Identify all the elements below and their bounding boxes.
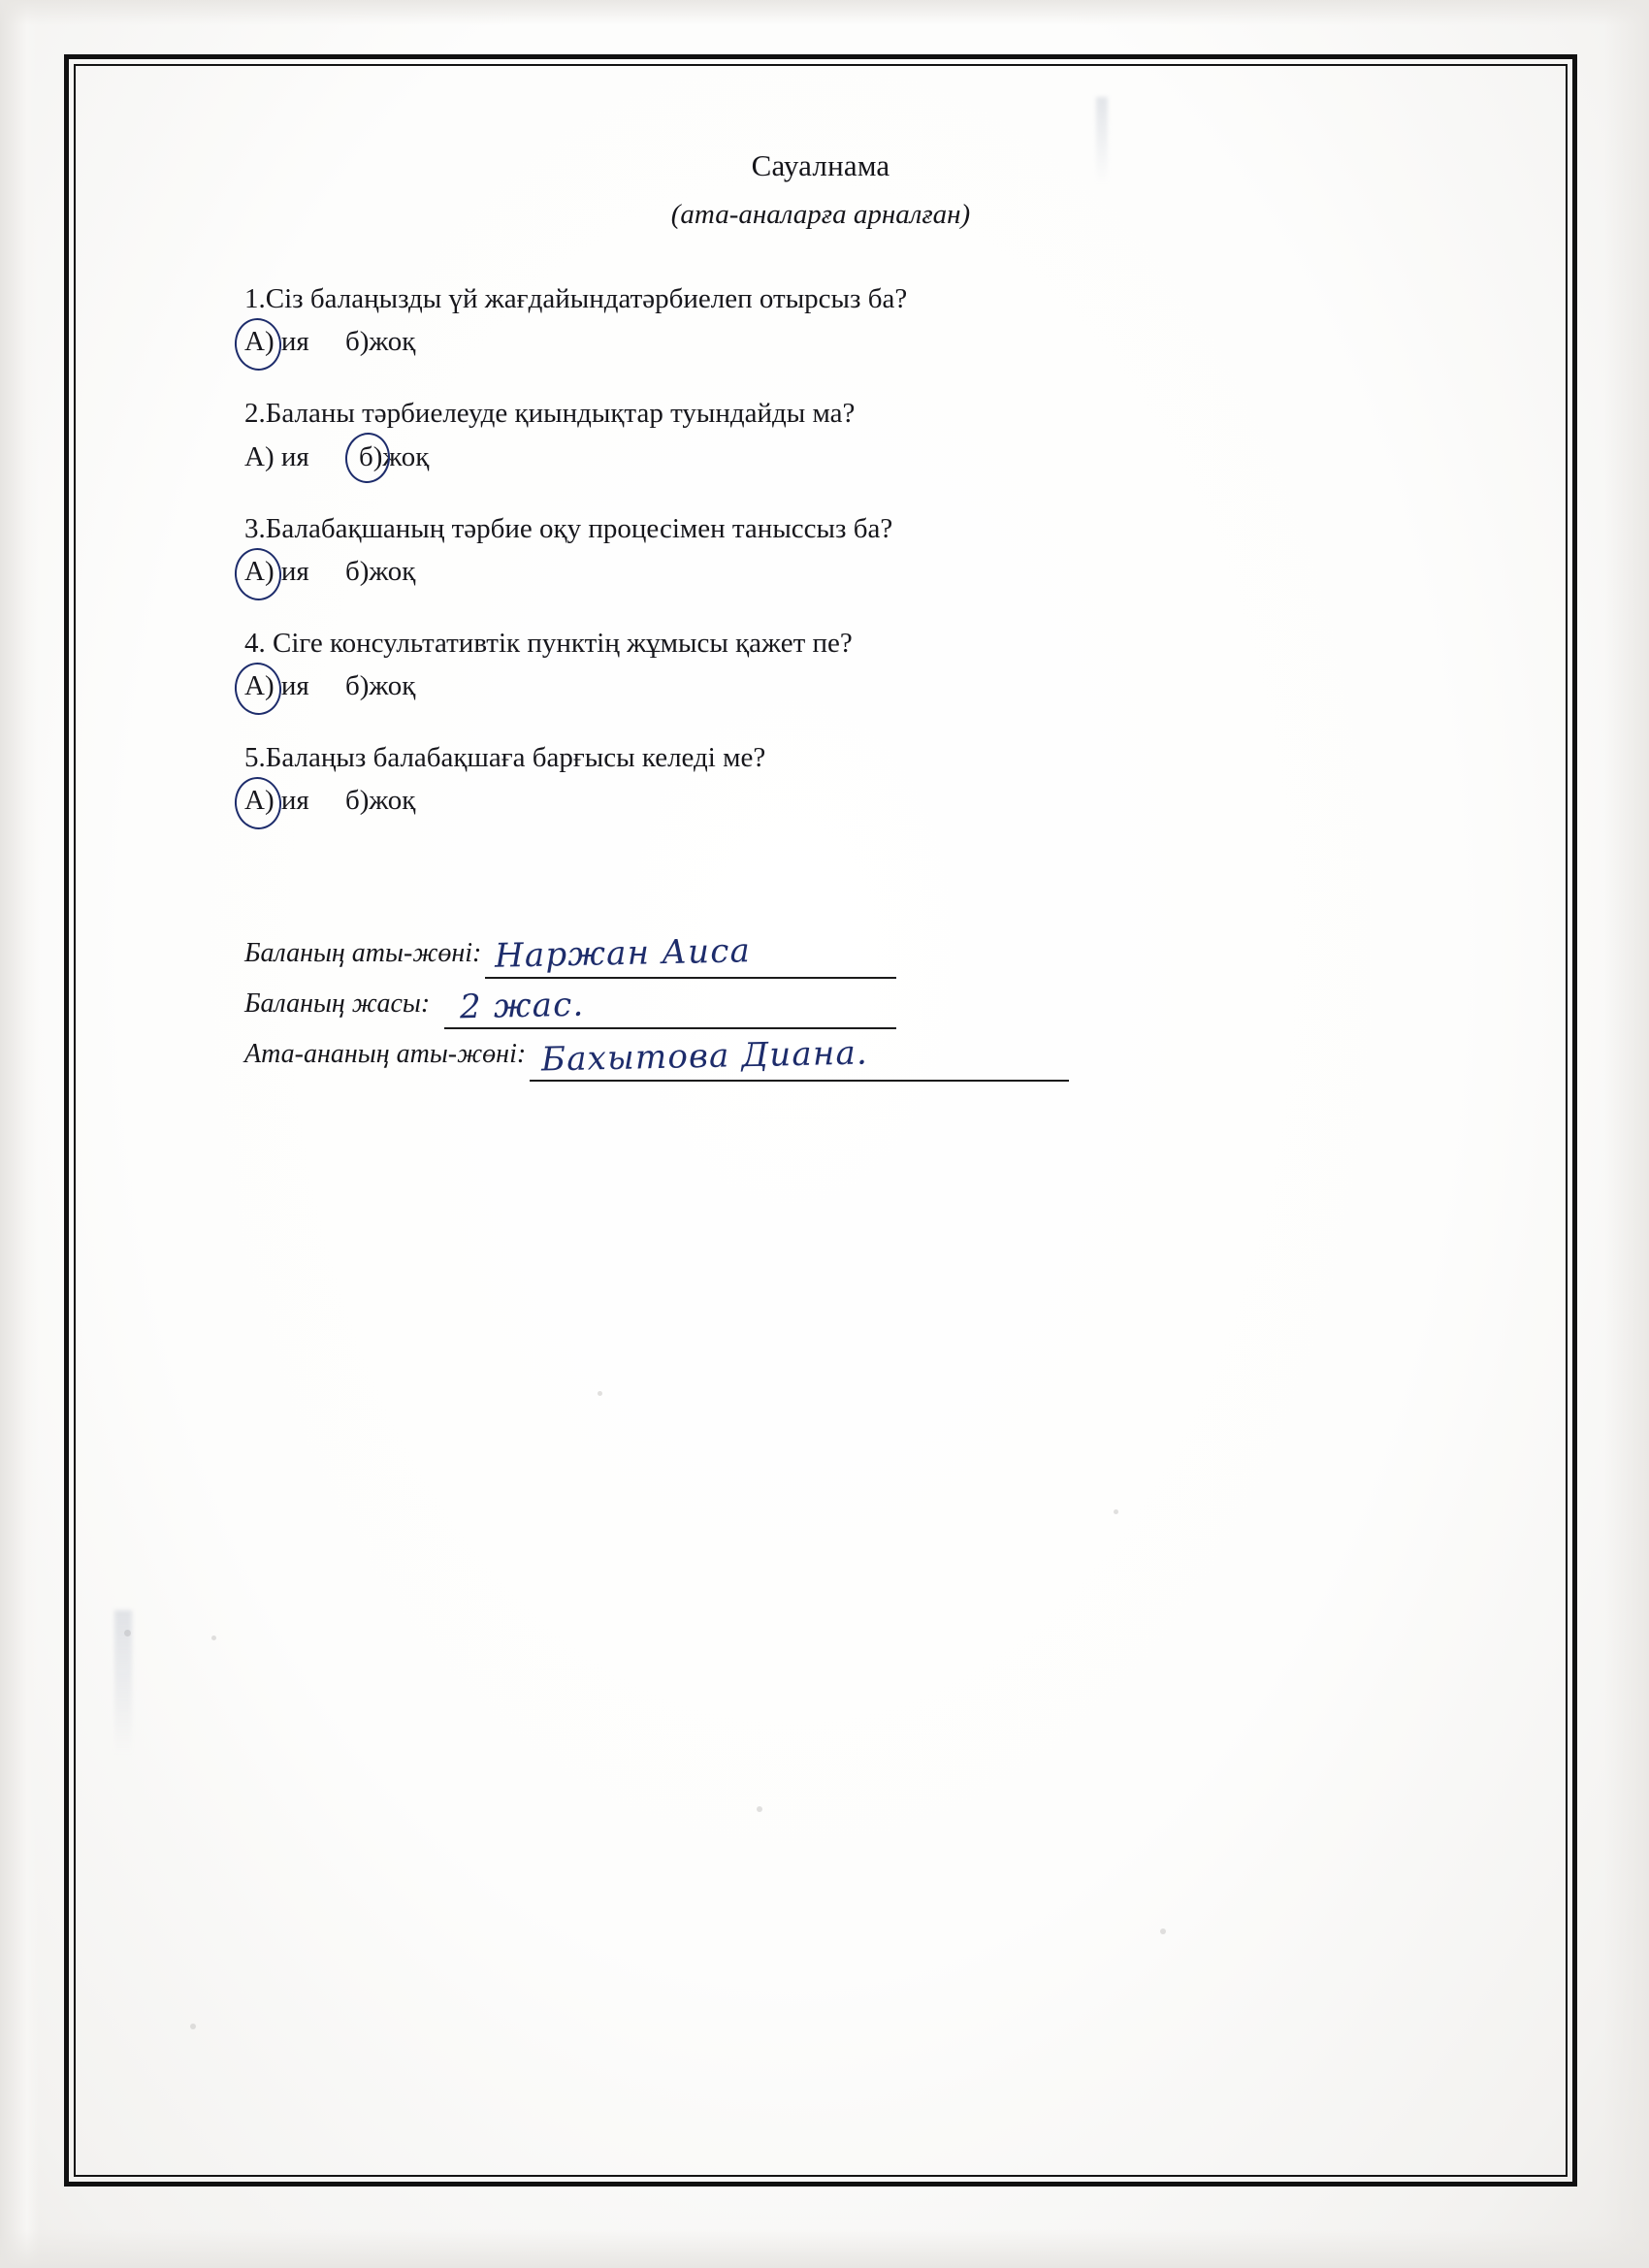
- field-label: Баланың жасы:: [244, 988, 431, 1020]
- question-options: [244, 326, 1509, 365]
- scan-edge-left: [0, 0, 39, 2268]
- respondent-fields: [74, 931, 1568, 1089]
- option-b[interactable]: б)жоқ: [345, 785, 416, 817]
- document-content: [74, 64, 1568, 2177]
- field-child-age: [244, 985, 1480, 1039]
- option-a[interactable]: А) ия: [244, 555, 309, 587]
- question-item-3: [244, 511, 1509, 595]
- field-child-name: [244, 931, 1480, 988]
- question-item-1: [244, 281, 1509, 365]
- question-options: [244, 556, 1509, 595]
- question-options: [244, 670, 1509, 709]
- question-options: [244, 785, 1509, 824]
- page-title: Сауалнама: [751, 148, 890, 182]
- field-value-handwritten[interactable]: Бахытова Диана.: [540, 1033, 869, 1080]
- questions-list: [74, 281, 1568, 824]
- option-b[interactable]: б)жоқ: [359, 440, 430, 472]
- page-subtitle: (ата-аналарға арналған): [670, 199, 971, 230]
- field-value-handwritten[interactable]: Наржан Аиса: [494, 931, 752, 977]
- question-options: [244, 441, 1509, 480]
- field-underline: [530, 1080, 1069, 1082]
- field-underline: [444, 1027, 896, 1029]
- option-a[interactable]: А) ия: [244, 785, 309, 817]
- field-parent-name: [244, 1033, 1480, 1089]
- option-b[interactable]: б)жоқ: [345, 326, 416, 358]
- scan-edge-bottom: [0, 2229, 1649, 2268]
- field-underline: [485, 977, 896, 979]
- question-item-4: [244, 626, 1509, 709]
- question-text: 2.Баланы тәрбиелеуде қиындықтар туындайды ма?: [244, 398, 856, 430]
- field-value-handwritten[interactable]: 2 жас.: [459, 985, 585, 1027]
- field-label: Баланың аты-жөні:: [244, 938, 482, 969]
- question-text: 3.Балабақшаның тәрбие оқу процесімен таныссыз ба?: [244, 512, 893, 544]
- question-text: 5.Балаңыз балабақшаға барғысы келеді ме?: [244, 742, 766, 773]
- question-item-2: [244, 396, 1509, 479]
- option-a[interactable]: А) ия: [244, 440, 309, 472]
- question-text: 1.Сіз балаңызды үй жағдайындатәрбиелеп отырсыз ба?: [244, 283, 908, 314]
- option-a[interactable]: А) ия: [244, 326, 309, 358]
- question-text: 4. Сіге консультативтік пунктің жұмысы қажет пе?: [244, 627, 853, 659]
- option-b[interactable]: б)жоқ: [345, 670, 416, 701]
- field-label: Ата-ананың аты-жөні:: [244, 1039, 527, 1070]
- scan-edge-right: [1604, 0, 1649, 2268]
- scan-edge-top: [0, 0, 1649, 25]
- option-a[interactable]: А) ия: [244, 670, 309, 701]
- option-b[interactable]: б)жоқ: [345, 555, 416, 587]
- question-item-5: [244, 740, 1509, 824]
